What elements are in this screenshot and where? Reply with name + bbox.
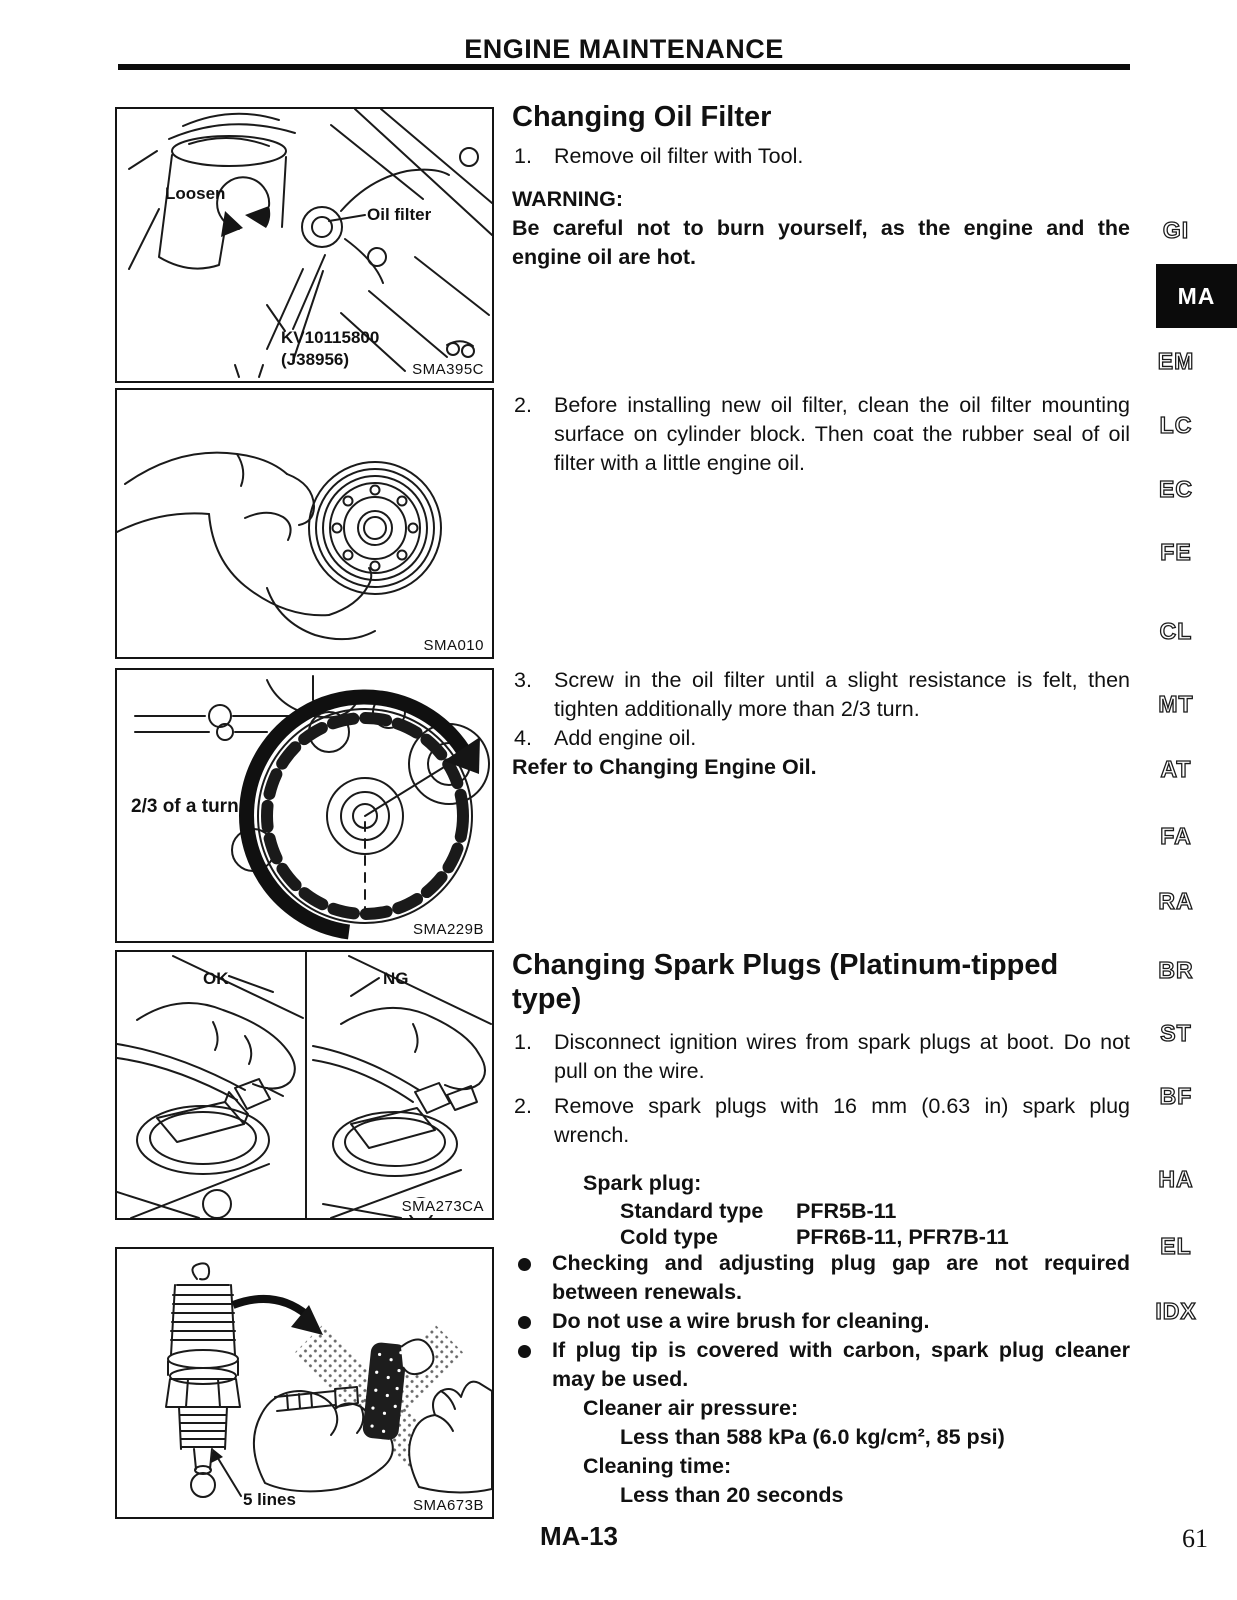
bullet-text: Checking and adjusting plug gap are not required between renewals. (552, 1251, 1130, 1304)
ng-panel-drawing (313, 956, 491, 1218)
figure-spark-plug-cleaning (115, 1247, 494, 1519)
section-changing-spark-plugs (512, 948, 1130, 1250)
ok-ng-line-art (117, 952, 492, 1218)
spec-name: Standard type (620, 1199, 764, 1223)
label-turn: 2/3 of a turn (131, 796, 239, 817)
engine-bay-line-art (117, 109, 492, 381)
hand-filter-line-art (117, 390, 492, 657)
spec-row-cold (512, 1224, 1130, 1250)
note-bullet-2 (512, 1307, 1130, 1336)
spark-notes-block (512, 1249, 1130, 1510)
figure-caption: SMA395C (409, 361, 487, 378)
tab-ma-active: MA (1156, 264, 1237, 328)
tab-ha: HA (1158, 1166, 1194, 1192)
tab-cl: CL (1159, 618, 1193, 644)
step-number: 1. (514, 144, 532, 168)
label-oil-filter: Oil filter (367, 205, 432, 224)
label-loosen: Loosen (165, 184, 226, 203)
figure-tighten-turn (115, 668, 494, 943)
oil-step-4 (512, 724, 1130, 753)
figure-caption: SMA010 (420, 637, 487, 654)
figure-boot-ok-ng (115, 950, 494, 1220)
right-hand-drawing (409, 1382, 492, 1493)
page-code: MA-13 (540, 1521, 619, 1551)
spark-step-1 (512, 1028, 1130, 1086)
label-ng: NG (383, 969, 409, 988)
step-number: 4. (514, 726, 532, 750)
warning-label: WARNING: (512, 187, 624, 211)
loosen-arrowhead-icon (221, 211, 243, 237)
tab-ra: RA (1158, 888, 1194, 914)
step-text: Disconnect ignition wires from spark plugs at boot. Do not pull on the wire. (554, 1030, 1130, 1083)
section-tab-strip (1140, 0, 1237, 1600)
page-title: ENGINE MAINTENANCE (464, 34, 784, 64)
tab-br: BR (1158, 957, 1194, 983)
tab-bf: BF (1159, 1083, 1193, 1109)
step-number: 1. (514, 1030, 532, 1054)
oil-step-2-block (512, 391, 1130, 478)
bullet-icon (518, 1258, 531, 1271)
bullet-text: Do not use a wire brush for cleaning. (552, 1309, 930, 1333)
spec-name: Cold type (620, 1225, 718, 1249)
note-bullet-3 (512, 1336, 1130, 1394)
spec-title: Spark plug: (583, 1171, 702, 1195)
bullet-icon (518, 1316, 531, 1329)
page-number: 61 (1182, 1524, 1208, 1553)
refer-note: Refer to Changing Engine Oil. (512, 755, 817, 779)
tab-idx: IDX (1155, 1298, 1197, 1324)
tab-el: EL (1160, 1233, 1192, 1259)
tab-mt: MT (1158, 691, 1194, 717)
step-text: Screw in the oil filter until a slight resistance is felt, then tighten additionally more than 2/3 turn. (554, 668, 1130, 721)
step-text: Add engine oil. (554, 726, 697, 750)
oil-step-1 (512, 142, 1130, 171)
tab-gi: GI (1162, 217, 1190, 243)
bullet-icon (518, 1345, 531, 1358)
figure-caption: SMA229B (410, 921, 487, 938)
spark-step-2 (512, 1092, 1130, 1150)
figure-caption: SMA273CA (399, 1198, 487, 1215)
tab-st: ST (1160, 1020, 1192, 1046)
step-text: Before installing new oil filter, clean the oil filter mounting surface on cylinder block. Then coat the rubber seal of oil filter with a little engine oil. (554, 393, 1130, 475)
leader-arrowhead (211, 1449, 223, 1463)
tab-fe: FE (1160, 539, 1192, 565)
tab-at: AT (1160, 756, 1192, 782)
label-tool-code2: (J38956) (281, 350, 350, 369)
step-number: 2. (514, 1094, 532, 1118)
spec-row-standard (512, 1198, 1130, 1224)
ok-panel-drawing (117, 956, 303, 1218)
step-number: 3. (514, 668, 532, 692)
oil-step-3 (512, 666, 1130, 724)
oil-steps-3-4-block (512, 666, 1130, 782)
pointer-arrow-icon (233, 1299, 307, 1315)
loosen-arrow-fill (245, 206, 270, 228)
label-ok: OK (203, 969, 229, 988)
step-text: Remove oil filter with Tool. (554, 144, 804, 168)
step-number: 2. (514, 393, 532, 417)
step-text: Remove spark plugs with 16 mm (0.63 in) spark plug wrench. (554, 1094, 1130, 1147)
bullet-text: If plug tip is covered with carbon, spark plug cleaner may be used. (552, 1338, 1130, 1391)
brush-handle-drawing (401, 1339, 433, 1374)
spec-value: PFR6B-11, PFR7B-11 (796, 1225, 1009, 1249)
oil-step-2 (512, 391, 1130, 478)
tab-fa: FA (1160, 823, 1192, 849)
label-5-lines: 5 lines (243, 1490, 296, 1509)
tab-em: EM (1157, 348, 1195, 374)
tab-ec: EC (1159, 476, 1193, 502)
spark-plug-drawing (166, 1263, 241, 1497)
note-bullet-1 (512, 1249, 1130, 1307)
spec-value: PFR5B-11 (796, 1199, 897, 1223)
cleaner-pressure-title: Cleaner air pressure: (583, 1396, 799, 1420)
section-title: Changing Oil Filter (512, 101, 772, 133)
figure-oil-filter-removal (115, 107, 494, 383)
section-changing-oil-filter (512, 100, 1130, 272)
tab-lc: LC (1159, 412, 1193, 438)
label-tool-code: KV10115800 (281, 328, 380, 347)
spark-plug-line-art (117, 1249, 492, 1517)
section-title: Changing Spark Plugs (Platinum-tipped type) (512, 949, 1059, 1015)
cleaner-pressure-value: Less than 588 kPa (6.0 kg/cm², 85 psi) (620, 1425, 1005, 1449)
cleaning-time-title: Cleaning time: (583, 1454, 732, 1478)
turn-diagram-line-art (117, 670, 492, 941)
header-rule (118, 64, 1130, 70)
figure-caption: SMA673B (410, 1497, 487, 1514)
cleaning-time-value: Less than 20 seconds (620, 1483, 844, 1507)
hand-filter-drawing (117, 453, 441, 640)
warning-text: Be careful not to burn yourself, as the engine and the engine oil are hot. (512, 216, 1130, 269)
figure-oil-filter-seal (115, 388, 494, 659)
